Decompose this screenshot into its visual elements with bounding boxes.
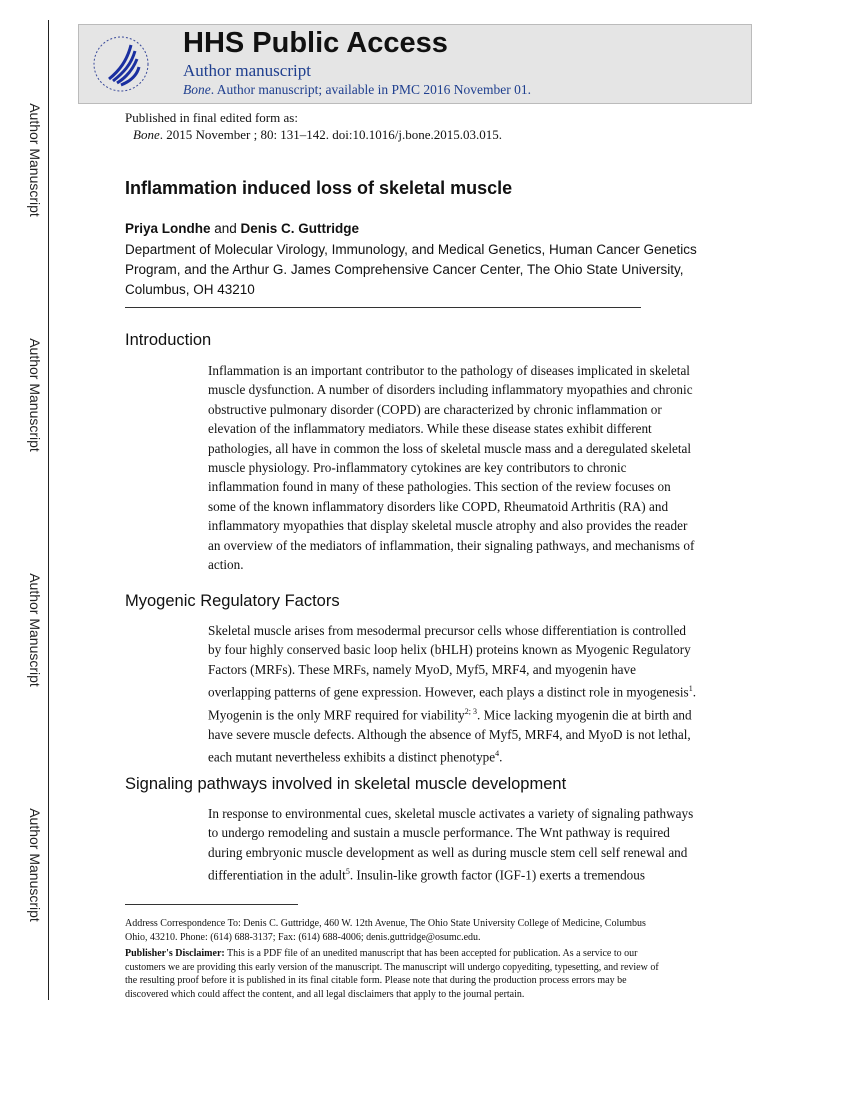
- author: Priya Londhe: [125, 221, 211, 236]
- reference[interactable]: 1: [688, 684, 693, 694]
- text: This is a PDF file of an unedited manuscript that has been accepted for publication. As a service to our: [224, 948, 638, 959]
- publisher-disclaimer: [125, 947, 725, 1001]
- affiliation: [125, 240, 697, 300]
- section-heading: Introduction: [125, 331, 212, 349]
- text-line: by four highly conserved basic loop helix (bHLH) proteins known as Myogenic Regulatory: [208, 642, 691, 658]
- text-line: [208, 862, 693, 885]
- text-line: [208, 702, 696, 725]
- correspondence-note: [125, 917, 725, 944]
- text-line: customers we are providing this early version of the manuscript. The manuscript will undergo copyediting, typesetting, and review of: [125, 961, 659, 973]
- text-line: In response to environmental cues, skeletal muscle activates a variety of signaling pathways: [208, 806, 694, 821]
- authors: [125, 221, 359, 236]
- text-line: Ohio, 43210. Phone: (614) 688-3137; Fax: (614) 688-4006; denis.guttridge@osumc.edu.: [125, 931, 481, 943]
- hhs-eagle-logo: [91, 31, 151, 97]
- paragraph-introduction: [208, 361, 694, 574]
- text-line: to undergo remodeling and sustain a muscle performance. The Wnt pathway is required: [208, 825, 670, 841]
- disclaimer-label: Publisher's Disclaimer:: [125, 948, 225, 959]
- text: . Mice lacking myogenin die at birth and: [477, 707, 692, 723]
- text: differentiation in the adult: [208, 867, 346, 883]
- section-heading: Signaling pathways involved in skeletal muscle development: [125, 775, 567, 793]
- author-separator: and: [210, 221, 241, 236]
- journal-name: Bone: [183, 82, 211, 97]
- affiliation-line: Columbus, OH 43210: [125, 282, 255, 297]
- text-line: have severe muscle defects. Although the absence of Myf5, MRF4, and MyoD is not lethal,: [208, 726, 691, 742]
- text-line: the resulting proof before it is published in its final citable form. Please note that during the production process errors may be: [125, 975, 627, 986]
- text-line: Inflammation is an important contributor to the pathology of diseases implicated in skeletal: [208, 363, 690, 378]
- text: each mutant nevertheless exhibits a distinct phenotype: [208, 749, 496, 765]
- text-line: Skeletal muscle arises from mesodermal precursor cells whose differentiation is controlled: [208, 623, 687, 638]
- affiliation-line: Program, and the Arthur G. James Comprehensive Cancer Center, The Ohio State University,: [125, 262, 684, 277]
- text-line: some of the known inflammatory disorders like COPD, Rheumatoid Arthritis (RA) and: [208, 498, 669, 514]
- text: Myogenin is the only MRF required for viability: [208, 707, 465, 723]
- divider: [125, 307, 641, 308]
- header-subtitle: Author manuscript: [183, 61, 311, 80]
- text-line: overlapping patterns of gene expression. However, each plays a distinct role in myogenesis$^1$.: [208, 684, 696, 700]
- citation-journal: Bone: [133, 127, 160, 142]
- text-line: inflammation found in many of these pathologies. This section of the review focuses on: [208, 479, 671, 495]
- text: . Insulin-like growth factor (IGF-1) exerts a tremendous: [349, 867, 645, 883]
- text-line: pathologies, all have in common the loss of skeletal muscle mass and a deregulated skeletal: [208, 440, 692, 456]
- paragraph-signaling: [208, 804, 693, 885]
- reference[interactable]: 5: [345, 867, 350, 877]
- text: .: [499, 749, 503, 765]
- reference[interactable]: 2; 3: [464, 707, 477, 717]
- text-line: Factors (MRFs). These MRFs, namely MyoD, Myf5, MRF4, and myogenin have: [208, 661, 636, 677]
- side-label: Author Manuscript: [27, 103, 43, 217]
- margin-rule: [48, 20, 49, 1000]
- paragraph-mrf: [208, 621, 696, 767]
- affiliation-line: Department of Molecular Virology, Immunology, and Medical Genetics, Human Cancer Genetics: [125, 242, 697, 257]
- text: overlapping patterns of gene expression. However, each plays a distinct role in myogenesis: [208, 684, 689, 700]
- side-label: Author Manuscript: [27, 808, 43, 922]
- header-title: HHS Public Access: [183, 27, 448, 59]
- text-line: Address Correspondence To: Denis C. Guttridge, 460 W. 12th Avenue, The Ohio State University College of Medicine, Columbus: [125, 918, 646, 929]
- footnote-divider: [125, 904, 298, 905]
- citation-details: . 2015 November ; 80: 131–142. doi:10.1016/j.bone.2015.03.015.: [159, 127, 503, 142]
- text-line: during embryonic muscle development as well as during muscle stem cell self renewal and: [208, 844, 688, 860]
- reference[interactable]: 4: [495, 749, 500, 759]
- text-line: action.: [208, 557, 244, 573]
- text-line: obstructive pulmonary disorder (COPD) are characterized by chronic inflammation or: [208, 401, 662, 417]
- text-line: an overview of the mediators of inflammation, their signaling pathways, and mechanisms of: [208, 537, 695, 553]
- text-line: muscle physiology. Pro-inflammatory cytokines are key contributors to chronic: [208, 460, 627, 476]
- text-line: [125, 947, 725, 961]
- text-line: muscle dysfunction. A number of disorders including inflammatory myopathies and chronic: [208, 382, 693, 398]
- hhs-header: [78, 24, 752, 104]
- text-line: inflammatory myopathies that display skeletal muscle atrophy and also provides the reader: [208, 518, 688, 534]
- availability-text: . Author manuscript; available in PMC 2016 November 01.: [210, 82, 531, 97]
- text-line: [208, 744, 696, 767]
- text-line: discovered which could affect the content, and all legal disclaimers that apply to the journal pertain.: [125, 988, 525, 1000]
- author: Denis C. Guttridge: [240, 221, 360, 236]
- side-label: Author Manuscript: [27, 338, 43, 452]
- section-heading: Myogenic Regulatory Factors: [125, 592, 340, 610]
- availability-line: [183, 82, 531, 98]
- citation: [133, 127, 502, 143]
- text-line: elevation of the inflammatory mediators. While these disease states exhibit different: [208, 421, 652, 437]
- side-label: Author Manuscript: [27, 573, 43, 687]
- article-title: Inflammation induced loss of skeletal muscle: [125, 178, 513, 198]
- published-intro: Published in final edited form as:: [125, 110, 298, 125]
